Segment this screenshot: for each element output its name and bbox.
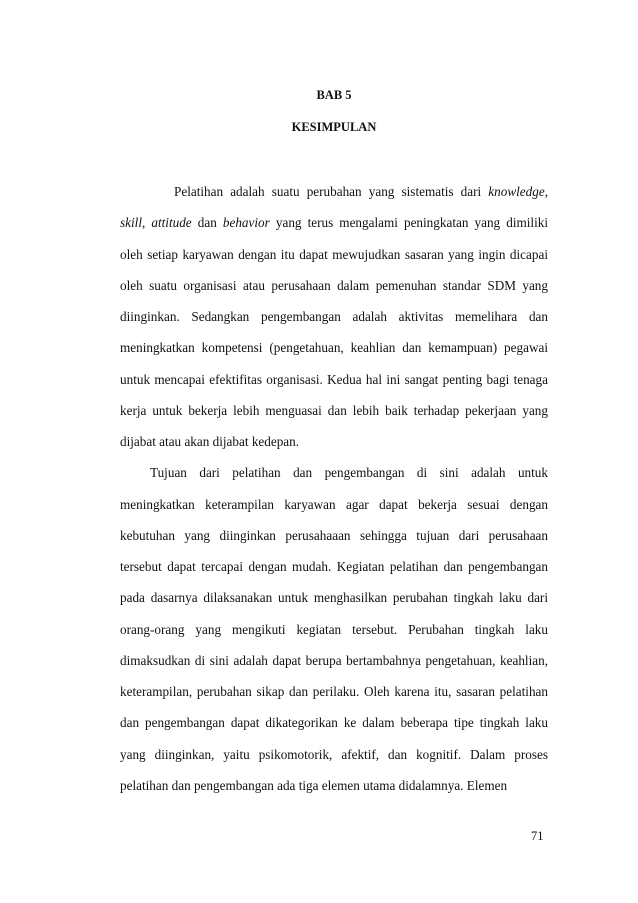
- chapter-number: BAB 5: [316, 88, 352, 102]
- separator: ,: [141, 215, 152, 231]
- paragraph1-rest: yang terus mengalami peningkatan yang dimiliki oleh setiap karyawan dengan itu dapat mewujudkan sasaran yang ingin dicapai oleh suatu organisasi atau perusahaan dalam pemenuhan standar SDM yang diinginkan. Sedangkan pengembangan adalah aktivitas memelihara dan meningkatkan kompetensi (pengetahuan, keahlian dan kemampuan) pegawai untuk mencapai efektifitas organisasi. Kedua hal ini sangat penting bagi tenaga kerja untuk bekerja lebih menguasai dan lebih baik terhadap pekerjaan yang dijabat atau akan dijabat kedepan.: [120, 215, 549, 449]
- paragraph1-lead: Pelatihan adalah suatu perubahan yang sistematis dari: [174, 184, 489, 199]
- term-knowledge: knowledge: [488, 184, 545, 199]
- paragraph-training-purpose: Tujuan dari pelatihan dan pengembangan di sini adalah untuk meningkatkan keterampilan karyawan agar dapat bekerja sesuai dengan kebutuhan yang diinginkan perusahaaan sehingga tujuan dari perusahaan tersebut dapat tercapai dengan mudah. Kegiatan pelatihan dan pengembangan pada dasarnya dilaksanakan untuk menghasilkan perubahan tingkah laku dari orang-orang yang mengikuti kegiatan tersebut. Perubahan tingkah laku dimaksudkan di sini adalah dapat berupa bertambahnya pengetahuan, keahlian, keterampilan, perubahan sikap dan perilaku. Oleh karena itu, sasaran pelatihan dan pengembangan dapat dikategorikan ke dalam beberapa tipe tingkah laku yang diinginkan, yaitu psikomotorik, afektif, dan kognitif. Dalam proses pelatihan dan pengembangan ada tiga elemen utama didalamnya. Elemen: [120, 465, 548, 793]
- chapter-title: KESIMPULAN: [291, 120, 377, 134]
- term-skill: skill: [120, 215, 142, 231]
- page-number: 71: [531, 829, 544, 843]
- body-text: [120, 176, 548, 801]
- term-behavior: behavior: [222, 215, 270, 231]
- term-attitude: attitude: [151, 215, 192, 231]
- separator: ,: [544, 184, 548, 199]
- paragraph-training-definition: [120, 176, 548, 457]
- separator: dan: [191, 215, 223, 231]
